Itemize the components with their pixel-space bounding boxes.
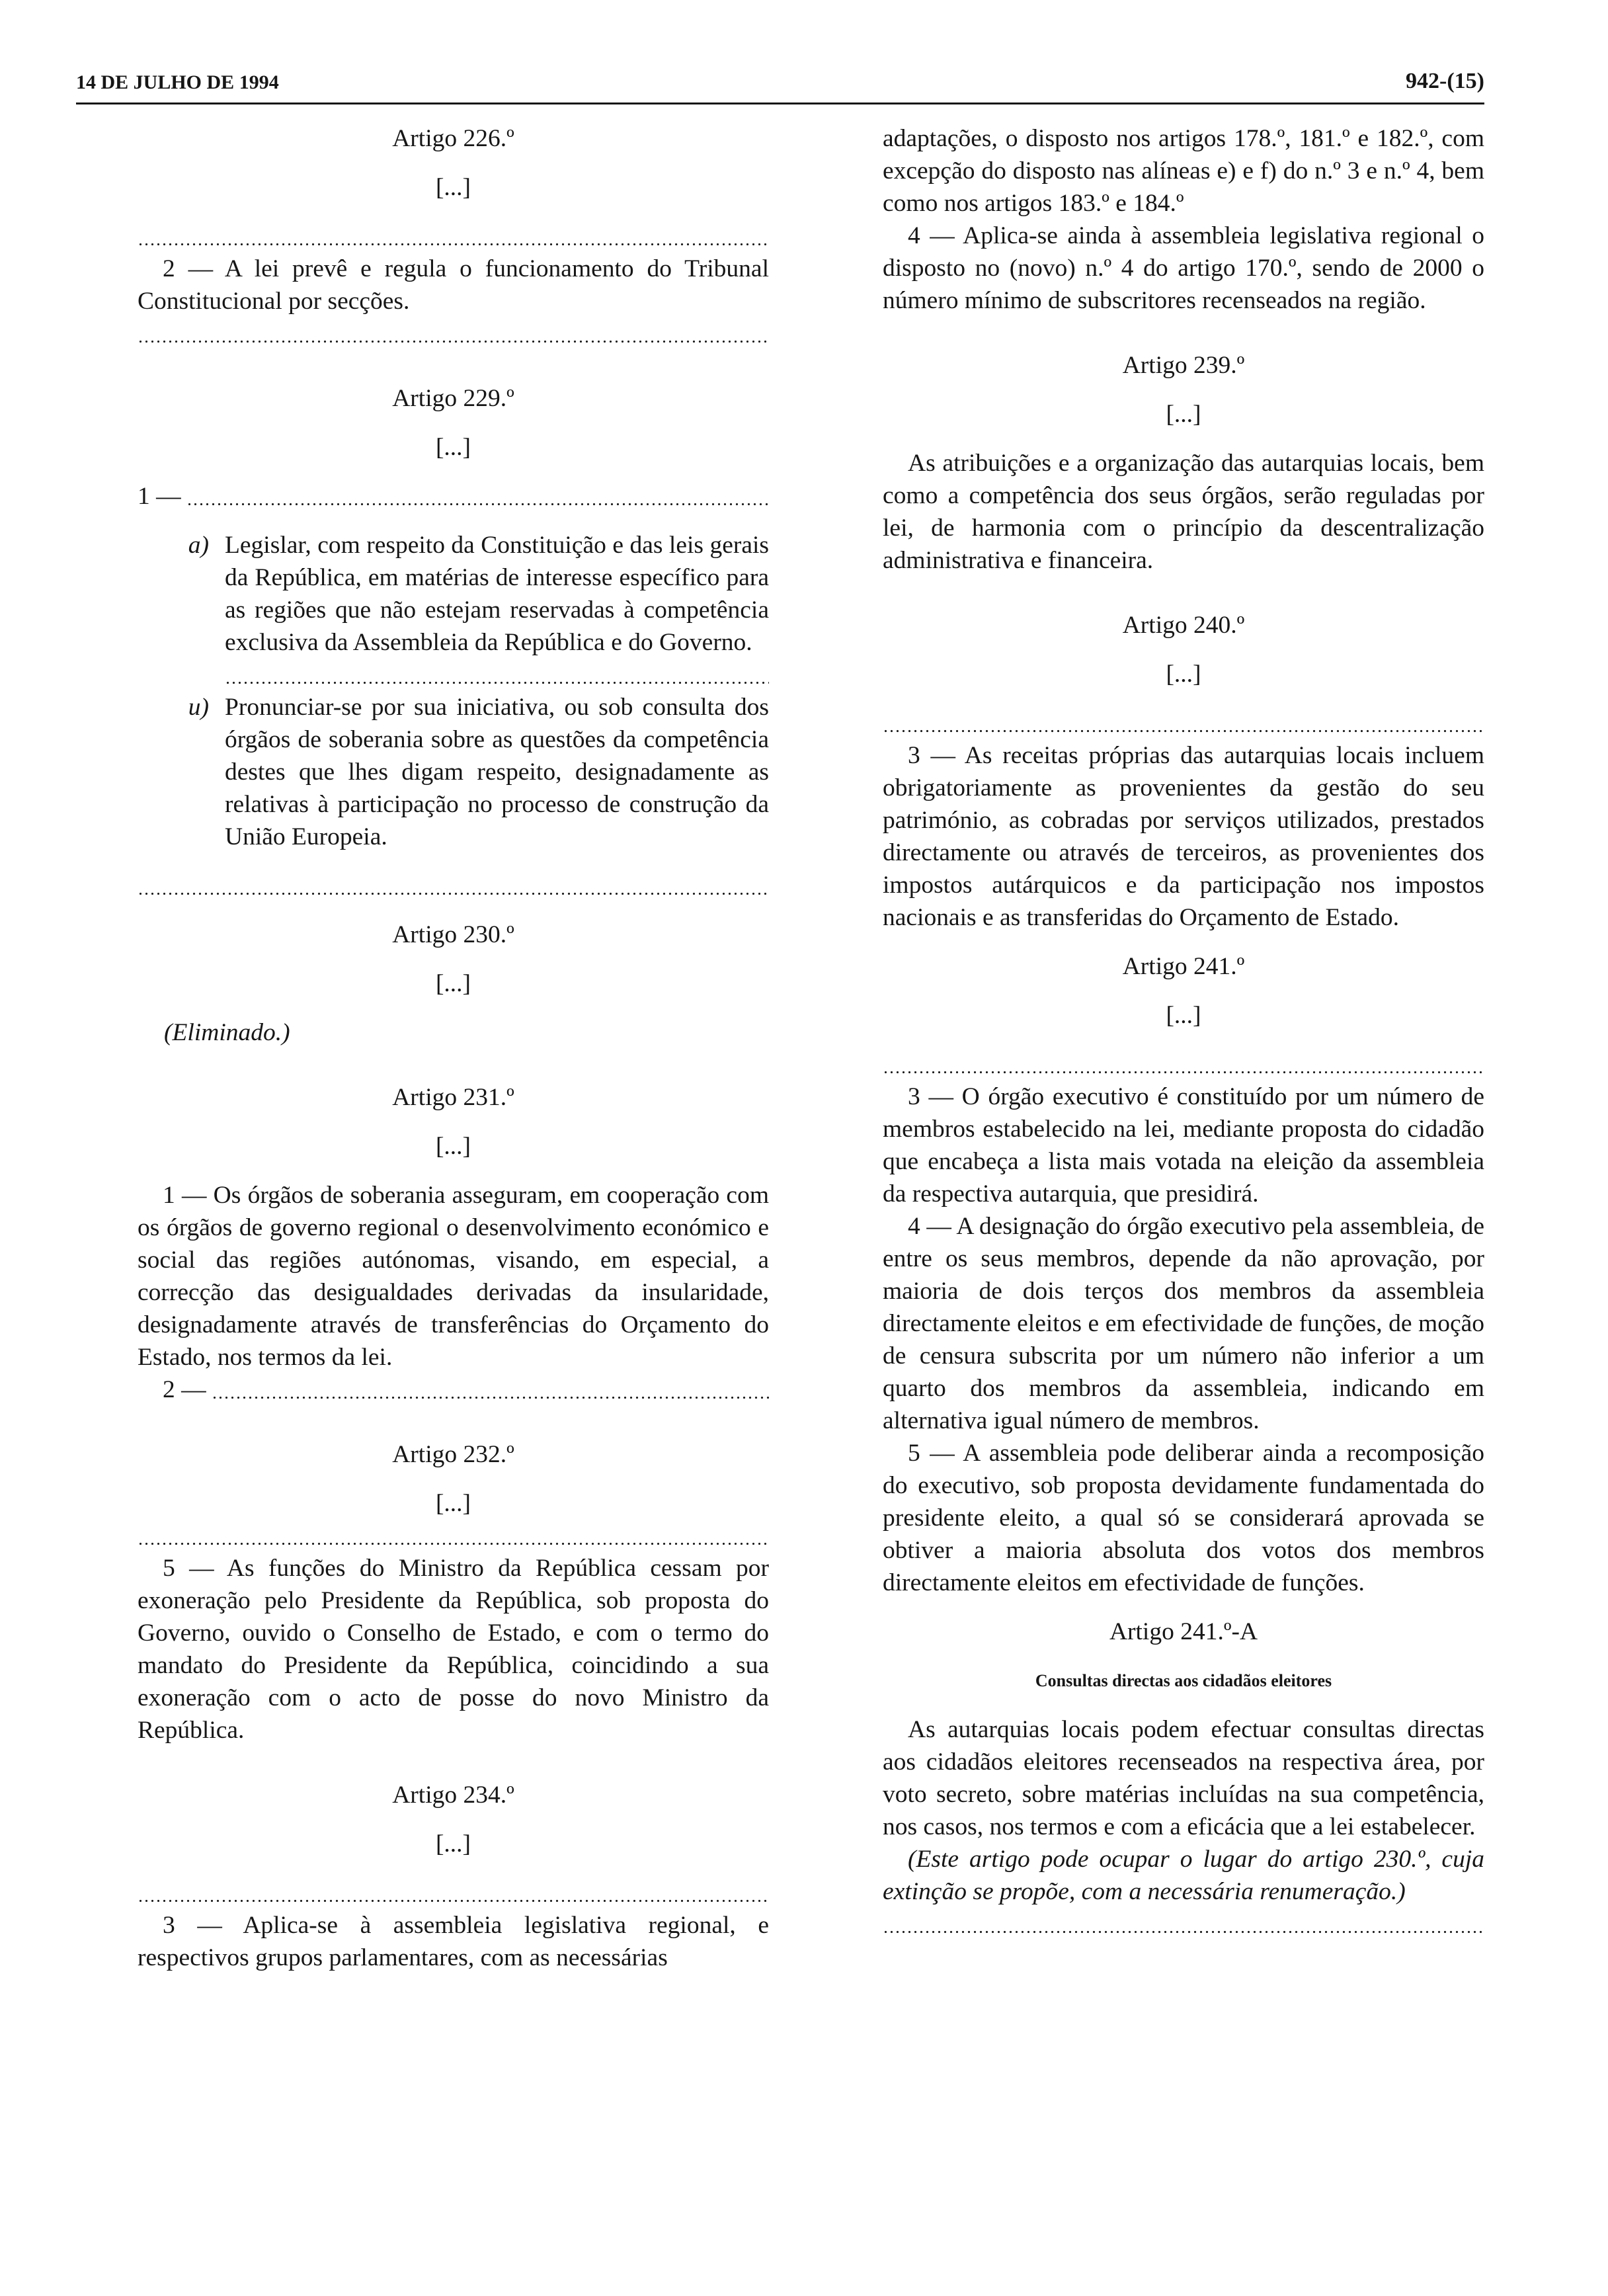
ellipsis-marker: [...] [435, 174, 471, 201]
article-231 [138, 1081, 769, 1406]
article-240 [883, 609, 1484, 934]
list-item-u [138, 691, 769, 853]
dotted-leader [138, 1520, 769, 1552]
paragraph-continuation: adaptações, o disposto nos artigos 178.º, 181.º e 182.º, com excepção do disposto nas alíneas e) e f) do n.º 3 e n.º 4, bem como nos artigos 183.º e 184.º [883, 125, 1484, 217]
article-title: Artigo 230.º [392, 921, 514, 948]
article-title: Artigo 241.º-A [1109, 1618, 1258, 1645]
paragraph: 5 — A assembleia pode deliberar ainda a recomposição do executivo, sob proposta devidamente fundamentada do presidente eleito, a qual só se considerará aprovada se obtiver a maioria absoluta dos votos dos membros directamente eleitos em efectividade de funções. [883, 1440, 1484, 1596]
ellipsis-marker: [...] [435, 1133, 471, 1160]
article-title: Artigo 240.º [1122, 612, 1245, 639]
article-title: Artigo 232.º [392, 1441, 514, 1468]
ellipsis-marker: [...] [435, 1490, 471, 1517]
eliminated-note: (Eliminado.) [164, 1019, 290, 1046]
dotted-leader [138, 317, 769, 350]
article-title: Artigo 241.º [1122, 953, 1245, 980]
dotted-leader [225, 659, 769, 691]
paragraph: 2 — A lei prevê e regula o funcionamento do Tribunal Constitucional por secções. [138, 255, 769, 315]
list-item-a [138, 529, 769, 659]
article-229 [138, 382, 769, 902]
item-marker: u) [188, 694, 209, 721]
paragraph: 5 — As funções do Ministro da República cessam por exoneração pelo Presidente da República, sob proposta do Governo, ouvido o Conselho de Estado, e com o termo do mandato do Presidente da República, coincidindo a sua exoneração com o acto de posse do novo Ministro da República. [138, 1555, 769, 1744]
ellipsis-marker: [...] [1166, 401, 1201, 428]
ellipsis-marker: [...] [435, 1830, 471, 1858]
ellipsis-marker: [...] [1166, 1002, 1201, 1029]
dotted-leader [883, 1908, 1484, 1940]
paragraph: As atribuições e a organização das autarquias locais, bem como a competência dos seus órgãos, serão reguladas por lei, de harmonia com o princípio da descentralização administrativa e financeira. [883, 450, 1484, 574]
article-239 [883, 349, 1484, 577]
header-rule [76, 102, 1484, 104]
item-marker: a) [188, 532, 209, 559]
article-232 [138, 1438, 769, 1746]
paragraph: 1 — Os órgãos de soberania asseguram, em cooperação com os órgãos de governo regional o desenvolvimento económico e social das regiões autónomas, visando, em especial, a correcção das desigualdades derivadas da insularidade, designadamente através de transferências do Orçamento do Estado, nos termos da lei. [138, 1182, 769, 1371]
header-date: 14 DE JULHO DE 1994 [76, 71, 279, 93]
article-226 [138, 122, 769, 350]
dotted-leader [212, 1374, 769, 1406]
numbered-line [138, 480, 769, 512]
dotted-leader [186, 480, 769, 512]
article-241-a [883, 1616, 1484, 1940]
paragraph: 4 — A designação do órgão executivo pela assembleia, de entre os seus membros, depende da não aprovação, por maioria de dois terços dos membros da assembleia directamente eleitos e em efectividade de funções, de moção de censura subscrita por um número não inferior a um quarto dos membros da assembleia, indicando em alternativa igual número de membros. [883, 1213, 1484, 1434]
number-label: 1 — [138, 483, 181, 510]
ellipsis-marker: [...] [435, 970, 471, 997]
dotted-leader [138, 870, 769, 902]
article-title: Artigo 239.º [1122, 352, 1245, 379]
dotted-leader [138, 1877, 769, 1909]
editorial-note: (Este artigo pode ocupar o lugar do artigo 230.º, cuja extinção se propõe, com a necessária renumeração.) [883, 1846, 1484, 1905]
number-label: 2 — [163, 1376, 206, 1403]
dotted-leader [138, 220, 769, 253]
article-subtitle: Consultas directas aos cidadãos eleitores [1035, 1671, 1332, 1690]
left-column [138, 122, 769, 1974]
article-title: Artigo 231.º [392, 1084, 514, 1111]
article-234 [138, 1779, 769, 1974]
dotted-leader [883, 1048, 1484, 1081]
ellipsis-marker: [...] [435, 434, 471, 461]
numbered-line [138, 1374, 769, 1406]
article-title: Artigo 234.º [392, 1782, 514, 1809]
dotted-leader [883, 707, 1484, 739]
right-column [883, 122, 1484, 1940]
article-241 [883, 950, 1484, 1599]
item-text: Legislar, com respeito da Constituição e das leis gerais da República, em matérias de interesse específico para as regiões que não estejam reservadas à competência exclusiva da Assembleia da República e do Governo. [225, 532, 769, 656]
paragraph: 3 — Aplica-se à assembleia legislativa regional, e respectivos grupos parlamentares, com as necessárias [138, 1912, 769, 1971]
page-header [76, 66, 1484, 103]
paragraph: 3 — O órgão executivo é constituído por um número de membros estabelecido na lei, mediante proposta do cidadão que encabeça a lista mais votada na eleição da assembleia da respectiva autarquia, que presidirá. [883, 1083, 1484, 1208]
paragraph: As autarquias locais podem efectuar consultas directas aos cidadãos eleitores recenseados na respectiva área, por voto secreto, sobre matérias incluídas na sua competência, nos casos, nos termos e com a eficácia que a lei estabelecer. [883, 1716, 1484, 1840]
article-title: Artigo 226.º [392, 125, 514, 152]
article-230 [138, 919, 769, 1049]
item-text: Pronunciar-se por sua iniciativa, ou sob consulta dos órgãos de soberania sobre as questões da competência destes que lhes digam respeito, designadamente as relativas à participação no processo de construção da União Europeia. [225, 694, 769, 850]
ellipsis-marker: [...] [1166, 661, 1201, 688]
header-page-number: 942-(15) [1406, 69, 1484, 93]
paragraph: 4 — Aplica-se ainda à assembleia legislativa regional o disposto no (novo) n.º 4 do artigo 170.º, sendo de 2000 o número mínimo de subscritores recenseados na região. [883, 222, 1484, 314]
article-title: Artigo 229.º [392, 385, 514, 412]
paragraph: 3 — As receitas próprias das autarquias locais incluem obrigatoriamente as provenientes da gestão do seu património, as cobradas por serviços utilizados, prestados directamente ou através de terceiros, as provenientes dos impostos autárquicos e da participação nos impostos nacionais e as transferidas do Orçamento de Estado. [883, 742, 1484, 931]
